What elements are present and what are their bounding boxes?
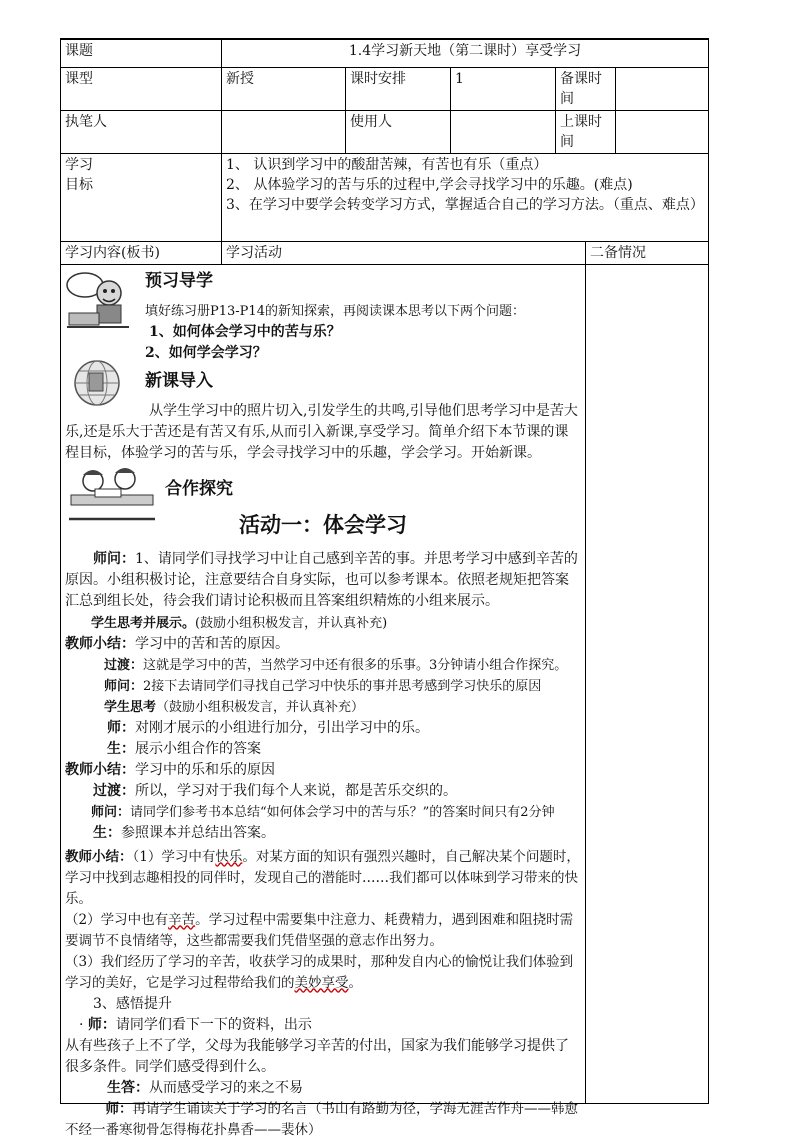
material-text: 从有些孩子上不了学，父母为我能够学习辛苦的付出，国家为我们能够学习提供了很多条件。同学们感受得到什么。 <box>65 1037 569 1075</box>
l13-a: （1）学习中有 <box>132 848 216 865</box>
l5-text: 2接下去请同学们寻找自己学习中快乐的事并思考感到学习快乐的原因 <box>143 678 542 694</box>
l19-label: 生答： <box>107 1079 149 1096</box>
goal-2: 2、 从体验学习的苦与乐的过程中,学会寻找学习中的乐趣。(难点) <box>226 176 633 193</box>
hours-label: 课时安排 <box>346 67 451 110</box>
l14-c: 。学习过程中需要集中注意力、耗费精力，遇到困难和阻挠时需要调节不良情绪等，这些都需要我们凭借坚强的意志作出努力。 <box>65 911 574 949</box>
l1-text: 1、请同学们寻找学习中让自己感到辛苦的事。并思考学习中感到辛苦的原因。小组积极讨论，注意要结合自身实际，也可以参考课本。依照老规矩把答案汇总到组长处，待会我们请讨论积极而且答案组织精炼的小组来展示。 <box>65 550 578 609</box>
l17-text: 请同学们看下一下的资料，出示 <box>115 1016 312 1033</box>
teacher-summary-2 <box>65 760 581 781</box>
l9-label: 教师小结： <box>65 761 135 778</box>
teacher-question-1 <box>65 549 581 612</box>
l6-text: （鼓励小组积极发言，并认真补充） <box>156 699 365 715</box>
intro-title: 新课导入 <box>145 370 213 391</box>
teacher-quotes <box>65 1099 581 1141</box>
l13-b: 快乐 <box>215 848 243 865</box>
l10-label: 过渡： <box>93 782 135 799</box>
author-label: 执笔人 <box>61 110 222 153</box>
l1-label: 师问： <box>93 550 135 567</box>
activity-content <box>61 265 585 1138</box>
students-desk-icon <box>65 461 159 523</box>
summary-point-2 <box>65 910 581 952</box>
l20-label: 师： <box>105 1100 133 1117</box>
goals-list <box>222 153 709 241</box>
l12-label: 生： <box>93 824 121 841</box>
l8-text: 展示小组合作的答案 <box>135 740 261 757</box>
lesson-plan-table <box>60 38 709 1138</box>
transition-2 <box>65 781 581 802</box>
prep-time-label: 备课时间 <box>556 67 616 110</box>
l13-c: 。对某方面的知识有强烈兴趣时，自己解决某个问题时，学习中找到志趣相投的同伴时，发现自己的潜能时……我们都可以体味到学习带来的快乐。 <box>65 848 580 907</box>
activity-label: 学习活动 <box>222 241 586 264</box>
class-time-label: 上课时间 <box>556 110 616 153</box>
second-prep-cell <box>586 264 709 1103</box>
l3-text: 学习中的苦和苦的原因。 <box>135 635 289 652</box>
hours-value: 1 <box>451 67 556 110</box>
preview-intro: 填好练习册P13-P14的新知探索，再阅读课本思考以下两个问题： <box>145 303 525 319</box>
teacher-question-3 <box>65 802 581 823</box>
teacher-summary-1 <box>65 634 581 655</box>
l3-label: 教师小结： <box>65 635 135 652</box>
l2-text: (鼓励小组积极发言，并认真补充) <box>195 615 388 631</box>
goals-label-line-1: 学习 <box>65 156 93 173</box>
l10-text: 所以，学习对于我们每个人来说，都是苦乐交织的。 <box>135 782 457 799</box>
l15-b: 美妙享受 <box>294 974 349 991</box>
goal-1: 1、 认识到学习中的酸甜苦辣，有苦也有乐（重点） <box>226 156 548 173</box>
l11-text: 请同学们参考书本总结“如何体会学习中的苦与乐？”的答案时间只有2分钟 <box>130 804 555 820</box>
topic-label: 课题 <box>61 39 222 67</box>
topic-value: 1.4学习新天地（第二课时）享受学习 <box>222 39 709 67</box>
l4-label: 过渡： <box>104 657 144 673</box>
second-prep-label: 二备情况 <box>586 241 709 264</box>
user-value <box>451 110 556 153</box>
preview-title: 预习导学 <box>145 270 213 291</box>
l13-label: 教师小结： <box>65 848 133 865</box>
cartoon-figure-icon <box>63 269 135 331</box>
goals-label-line-2: 目标 <box>65 176 93 193</box>
prep-time-value <box>616 67 709 110</box>
teacher-note <box>65 718 581 739</box>
intro-text: 从学生学习中的照片切入,引发学生的共鸣,引导他们思考学习中是苦大乐,还是乐大于苦还是有苦又有乐,从而引入新课,享受学习。简单介绍下本节课的课程目标，体验学习的苦与乐，学会寻找学习中的乐趣，学会学习。开始新课。 <box>65 402 578 461</box>
students-summary <box>65 823 581 844</box>
teacher-summary-3 <box>65 847 581 910</box>
class-time-value <box>616 110 709 153</box>
preview-question-1: 1、如何体会学习中的苦与乐？ <box>149 323 341 340</box>
summary-point-3 <box>65 952 581 994</box>
students-answer <box>65 739 581 760</box>
l15-c: 。 <box>348 974 362 991</box>
l9-text: 学习中的乐和乐的原因 <box>135 761 275 778</box>
l7-text: 对刚才展示的小组进行加分，引出学习中的乐。 <box>135 719 429 736</box>
type-label: 课型 <box>61 67 222 110</box>
l14-a: （2）学习中也有 <box>65 911 169 928</box>
l12-text: 参照课本并总结出答案。 <box>121 824 275 841</box>
students-think <box>65 697 581 718</box>
l20-text: 再请学生诵读关于学习的名言（书山有路勤为径，学海无涯苦作舟——韩愈不经一番寒彻骨怎得梅花扑鼻香——裴休） <box>65 1100 578 1138</box>
l17-bullet: · <box>79 1016 84 1033</box>
l15-a: （3）我们经历了学习的辛苦，收获学习的成果时，那种发自内心的愉悦让我们体验到学习的美好，它是学习过程带给我们的 <box>65 953 574 991</box>
goal-3: 3、在学习中要学会转变学习方式，掌握适合自己的学习方法。（重点、难点） <box>226 196 704 213</box>
l6-label: 学生思考 <box>104 699 157 715</box>
activity1-title: 活动一：体会学习 <box>239 512 407 537</box>
content-label: 学习内容(板书) <box>61 241 222 264</box>
author-value <box>222 110 346 153</box>
preview-question-2: 2、如何学会学习？ <box>145 344 267 361</box>
teacher-show <box>65 1015 581 1036</box>
students-feel <box>65 1078 581 1099</box>
teacher-question-2 <box>65 676 581 697</box>
l17-label: 师： <box>87 1016 116 1033</box>
l11-label: 师问： <box>91 804 131 820</box>
students-show <box>65 613 581 634</box>
l7-label: 师： <box>107 719 135 736</box>
insight-heading: 3、感悟提升 <box>93 995 172 1012</box>
activity-content-cell <box>61 264 586 1138</box>
type-value: 新授 <box>222 67 346 110</box>
l19-text: 从而感受学习的来之不易 <box>149 1079 303 1096</box>
transition-1 <box>65 655 581 676</box>
l14-b: 辛苦 <box>168 911 196 928</box>
goals-label <box>61 153 222 241</box>
l2-label: 学生思考并展示。 <box>91 615 196 631</box>
l8-label: 生： <box>107 740 135 757</box>
l4-text: 这就是学习中的苦，当然学习中还有很多的乐事。3分钟请小组合作探究。 <box>143 657 568 673</box>
user-label: 使用人 <box>346 110 451 153</box>
l5-label: 师问： <box>104 678 144 694</box>
coop-title: 合作探究 <box>165 478 233 499</box>
